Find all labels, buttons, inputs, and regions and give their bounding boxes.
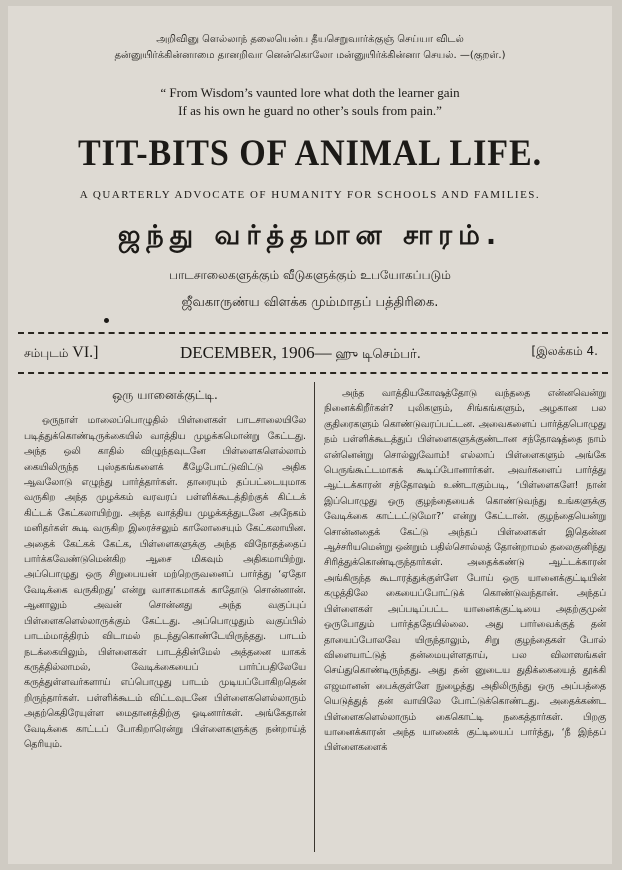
tamil-publication-title: ஜந்து வர்த்தமான சாரம். (117, 220, 503, 251)
article-left-column (24, 384, 306, 752)
issue-number: [இலக்கம் 4. (531, 344, 598, 358)
ink-dot (104, 318, 109, 323)
volume-label: சம்புடம் (24, 346, 69, 360)
tamil-subtitle-line-2: ஜீவகாருண்ய விளக்க மும்மாதப் பத்திரிகை. (181, 295, 439, 310)
tamil-motto-line-1: அறிவினு ளெல்லாந் தலையென்ப தீயசெறுவார்க்குஞ் செய்யா விடல் (156, 34, 464, 45)
volume-info (24, 344, 98, 362)
tamil-subtitle-line-1: பாடசாலைகளுக்கும் வீடுகளுக்கும் உபயோகப்படும் (169, 268, 451, 282)
issue-tamil-month: ஹு டிசெம்பர். (335, 347, 421, 362)
issue-info-row (8, 342, 612, 366)
dashed-rule-bottom (18, 372, 608, 374)
issue-month: DECEMBER, (180, 343, 277, 362)
article-right-text: அந்த வாத்தியகோஷத்தோடு வந்ததை என்னவென்று நினைக்கிறீர்கள்? புலிகளும், சிங்கங்களும், அழகான பல குதிரைகளும் கொண்டுவரப்பட்டன. அவைகளைப் பார்த்தபொழுது நம் பள்ளிக்கூடத்துப் பிள்ளைகளுக்குண்டான சந்தோஷத்தை நாம் என்னென்று சொல்லுவோம்! எல்லாப் பிள்ளைகளும் அங்கே பெருங்கூட்டமாகக் கூடிப்போனார்கள். அவர்களைப் பார்த்து ஆட்டக்காரன் சந்தோஷம் உண்டாகும்படி, ‘பிள்ளைகளே! நான் இப்பொழுது ஒரு குழந்தையைக் கொண்டுவந்து உங்களுக்கு வேடிக்கை காட்டட்டுமோ?’ என்று கேட்டான். குழந்தையென்று சொன்னதைக் கேட்டு அந்தப் பிள்ளைகள் இதென்ன ஆச்சரியமென்று ஒன்றும் பதில்சொல்லத் தோன்றாமல் தலைகுனிந்து சிரித்துக்கொண்டிருந்தார்கள். அதைக்கண்டு ஆட்டக்காரன் அங்கிருந்த கூடாரத்துக்குள்ளே போய் ஒரு யானைக்குட்டியின் கழுத்திலே கையைப்போட்டுக் கொண்டுவந்தான். அந்தப் பிள்ளைகள் அப்படிப்பட்ட யானைக்குட்டியை அதற்குமுன் ஒருபோதும் பார்த்ததேயில்லை. அது பார்வைக்குத் தன் தாயைப்போலவே யிருந்தாலும், சிறு குழந்தைகள் போல் விளையாட்டுத் தன்மையுள்ளதாய், பல விலாஸங்கள் செய்துகொண்டிருந்தது. அது தன் னுடைய துதிக்கையைத் தூக்கி எஜமானன் பைக்குள்ளே நுழைத்து அதிலிருந்து ஒரு அப்பத்தை யெடுத்துத் தன் வாயிலே போட்டுக்கொண்டது. அதைக்கண்ட பிள்ளைகளெல்லாரும் கைகொட்டி நகைத்தார்கள். பிறகு யானைக்காரன் அந்த யானைக் குட்டியைப் பார்த்து, ‘நீ இந்தப் பிள்ளைகளைக் (324, 388, 606, 754)
article-right-column (324, 386, 606, 756)
tamil-motto-line-2: தன்னுயிர்க்கின்னாமை தானறிவா னென்கொலோ மன்னுயிர்க்கின்னா செயல். —(குறள்.) (114, 50, 506, 61)
publication-subtitle: A QUARTERLY ADVOCATE OF HUMANITY FOR SCHOOLS AND FAMILIES. (79, 189, 541, 201)
column-divider (314, 382, 315, 852)
english-motto-line-2: If as his own he guard no other’s souls from pain.” (178, 103, 442, 118)
newspaper-page (8, 6, 612, 864)
english-motto-line-1: “ From Wisdom’s vaunted lore what doth the learner gain (160, 85, 460, 100)
dashed-rule-top (18, 332, 608, 334)
volume-number: VI.] (72, 344, 99, 361)
article-heading: ஒரு யானைக்குட்டி. (112, 388, 218, 402)
article-left-text: ஒருநாள் மாலைப்பொழுதில் பிள்ளைகள் பாடசாலையிலே படித்துக்கொண்டிருக்கையில் வாத்திய முழக்கமொன்று கேட்டது. அந்த ஒலி காதில் விழுந்தவுடனே பிள்ளைகளெல்லாம் கையிலிருந்த புஸ்தகங்களைக் கீழேபோட்டுவிட்டு அதிக ஆவலோடு எழுந்து பார்த்தார்கள். தாரையும் தப்பட்டையுமாக வருகிற அந்த முழக்கம் வரவரப் பள்ளிக்கூடத்திற்குக் கிட்டக் கிட்டக் கேட்கலாயிற்று. அந்த வாத்திய முழக்கத்துடனே அநேகம் மனிதர்கள் கூடி வருகிற இரைச்சலும் காலோசையும் கேட்கலாயின. அதைக் கேட்கக் கேட்க, பிள்ளைகளுக்கு அந்த விநோதத்தைப் பார்க்கவேண்டுமென்கிற ஆசை மிகவும் அதிகமாயிற்று. அப்பொழுது ஒரு சிறுபையன் மற்றெருவனைப் பார்த்து ‘ஏதோ வேடிக்கை வருகிறது’ என்று வாசாகமாகக் காதோடு சொன்னான். ஆனாலும் அவன் சொன்னது அந்த வகுப்புப் பிள்ளைகளெல்லாருக்கும் கேட்டது. அப்பொழுதும் வகுப்பில் பாடம்மாத்திரம் விடாமல் நடந்துகொண்டேயிருந்தது. பாடம் நடக்கையிலும், பிள்ளைகள் பாடத்தின்மேல் அத்தனை யாகக் கருத்தில்லாமல், வேடிக்கையைப் பார்ப்பதிலேயே கருத்துள்ளவர்களாய் எப்பொழுது பாடம் முடியப்போகிறதென் றிருந்தார்கள். பள்ளிக்கூடம் விட்டவுடனே பிள்ளைகளெல்லாரும் அதற்கெதிரேயுள்ள மைதானத்திற்கு ஓடினார்கள். அங்கேதான் வேடிக்கை காட்டப் போகிறாரென்று பிள்ளைகளுக்கு நன்றாய்த் தெரியும். (24, 415, 306, 750)
issue-year: 1906— (280, 343, 332, 362)
publication-title: TIT-BITS OF ANIMAL LIFE. (77, 133, 543, 174)
issue-date (180, 343, 421, 363)
